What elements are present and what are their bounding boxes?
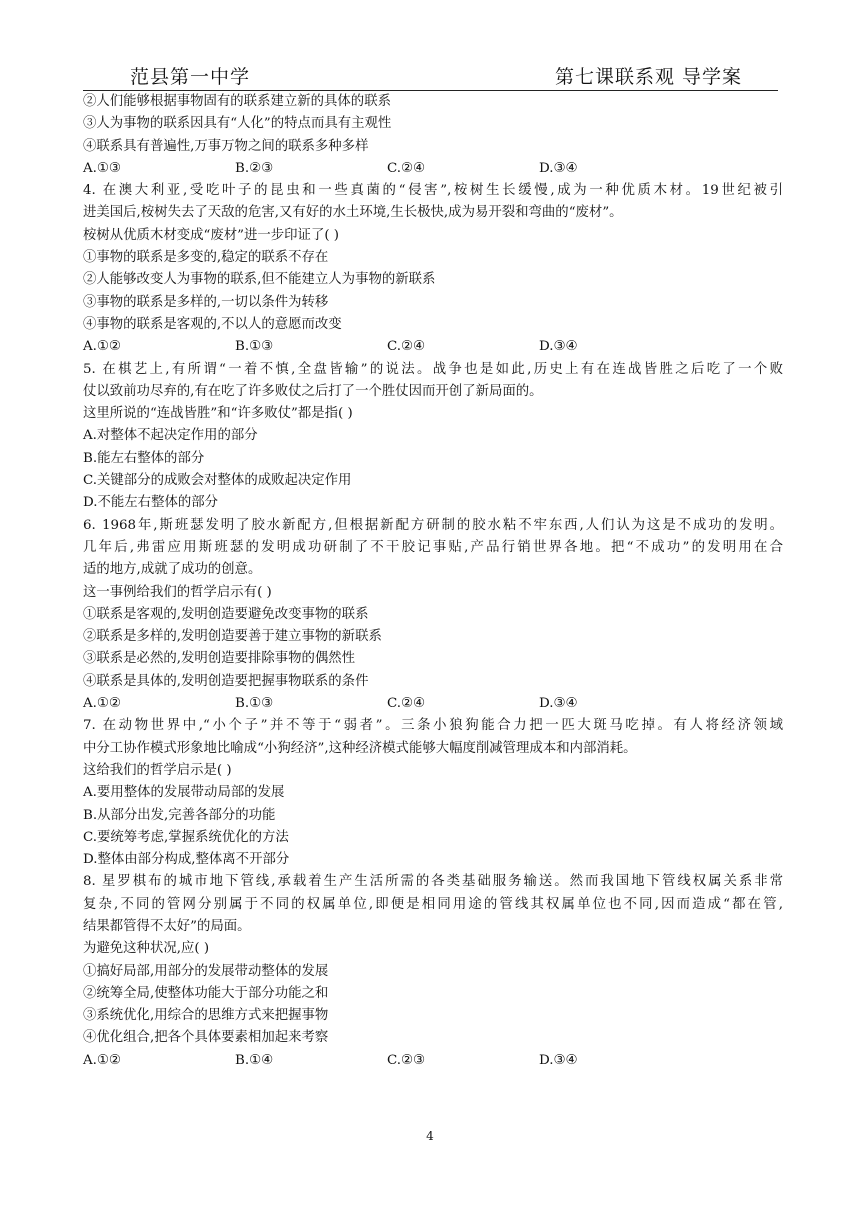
- answer-option: A.①②: [83, 1052, 121, 1068]
- text-line: 几年后,弗雷应用斯班瑟的发明成功研制了不干胶记事贴,产品行销世界各地。把“不成功”的发明用在合: [83, 539, 783, 555]
- text-line: ②联系是多样的,发明创造要善于建立事物的新联系: [83, 629, 382, 645]
- text-line: 5. 在棋艺上,有所谓“一着不慎,全盘皆输”的说法。战争也是如此,历史上有在连战皆胜之后吃了一个败: [83, 361, 783, 377]
- text-line: 8. 星罗棋布的城市地下管线,承载着生产生活所需的各类基础服务输送。然而我国地下管线权属关系非常: [83, 874, 783, 890]
- answer-option: B.①③: [235, 696, 274, 712]
- page-header: [83, 62, 778, 91]
- answer-option: B.②③: [235, 160, 274, 176]
- text-line: D.整体由部分构成,整体离不开部分: [83, 852, 290, 868]
- text-line: ①搞好局部,用部分的发展带动整体的发展: [83, 963, 329, 979]
- answer-options-row: [83, 336, 783, 358]
- text-line: ③事物的联系是多样的,一切以条件为转移: [83, 294, 329, 310]
- text-line: ③人为事物的联系因具有“人化”的特点而具有主观性: [83, 116, 392, 132]
- text-line: ③系统优化,用综合的思维方式来把握事物: [83, 1008, 329, 1024]
- answer-options-row: [83, 158, 783, 180]
- text-line: ④联系是具体的,发明创造要把握事物联系的条件: [83, 673, 369, 689]
- text-line: 进美国后,桉树失去了天敌的危害,又有好的水土环境,生长极快,成为易开裂和弯曲的“废材”。: [83, 205, 623, 221]
- answer-option: D.③④: [539, 696, 578, 712]
- answer-option: B.①③: [235, 339, 274, 355]
- answer-option: C.②③: [387, 1052, 426, 1068]
- answer-option: D.③④: [539, 1052, 578, 1068]
- text-line: 为避免这种状况,应( ): [83, 941, 210, 957]
- text-line: 适的地方,成就了成功的创意。: [83, 562, 262, 578]
- answer-option: C.②④: [387, 160, 426, 176]
- text-line: ④事物的联系是客观的,不以人的意愿而改变: [83, 316, 342, 332]
- answer-option: A.①②: [83, 696, 121, 712]
- text-line: ②人能够改变人为事物的联系,但不能建立人为事物的新联系: [83, 272, 436, 288]
- text-line: 这里所说的“连战皆胜”和“许多败仗”都是指( ): [83, 406, 353, 422]
- answer-option: A.①③: [83, 160, 121, 176]
- text-line: ④联系具有普遍性,万事万物之间的联系多种多样: [83, 138, 369, 154]
- text-line: 4. 在澳大利亚,受吃叶子的昆虫和一些真菌的“侵害”,桉树生长缓慢,成为一种优质木材。19世纪被引: [83, 183, 783, 199]
- text-line: 这一事例给我们的哲学启示有( ): [83, 584, 272, 600]
- school-name: 范县第一中学: [130, 66, 251, 88]
- answer-option: A.①②: [83, 339, 121, 355]
- answer-options-row: [83, 693, 783, 715]
- text-line: 复杂,不同的管网分别属于不同的权属单位,即便是相同用途的管线其权属单位也不同,因而造成“都在管,: [83, 896, 783, 912]
- text-line: 仗以致前功尽弃的,有在吃了许多败仗之后打了一个胜仗因而开创了新局面的。: [83, 383, 543, 399]
- text-line: ①事物的联系是多变的,稳定的联系不存在: [83, 250, 329, 266]
- answer-options-row: [83, 1050, 783, 1072]
- text-line: 桉树从优质木材变成“废材”进一步印证了( ): [83, 227, 340, 243]
- lesson-title: 第七课联系观 导学案: [554, 66, 742, 88]
- answer-option: C.②④: [387, 339, 426, 355]
- answer-option: D.③④: [539, 339, 578, 355]
- text-line: C.关键部分的成败会对整体的成败起决定作用: [83, 473, 352, 489]
- text-line: C.要统筹考虑,掌握系统优化的方法: [83, 829, 289, 845]
- text-line: 6. 1968年,斯班瑟发明了胶水新配方,但根据新配方研制的胶水粘不牢东西,人们认为这是不成功的发明。: [83, 517, 783, 533]
- text-line: ②人们能够根据事物固有的联系建立新的具体的联系: [83, 94, 391, 109]
- text-line: B.能左右整体的部分: [83, 450, 205, 466]
- document-body: [83, 91, 783, 1072]
- page-number: 4: [426, 1129, 434, 1143]
- text-line: 7. 在动物世界中,“小个子”并不等于“弱者”。三条小狼狗能合力把一匹大斑马吃掉。有人将经济领域: [83, 718, 783, 734]
- answer-option: D.③④: [539, 160, 578, 176]
- answer-option: C.②④: [387, 696, 426, 712]
- text-line: ③联系是必然的,发明创造要排除事物的偶然性: [83, 651, 356, 667]
- text-line: 这给我们的哲学启示是( ): [83, 762, 232, 778]
- text-line: ①联系是客观的,发明创造要避免改变事物的联系: [83, 606, 369, 622]
- answer-option: B.①④: [235, 1052, 274, 1068]
- text-line: A.要用整体的发展带动局部的发展: [83, 785, 285, 801]
- text-line: 中分工协作模式形象地比喻成“小狗经济”,这种经济模式能够大幅度削减管理成本和内部消耗。: [83, 740, 637, 756]
- text-line: D.不能左右整体的部分: [83, 495, 219, 511]
- text-line: B.从部分出发,完善各部分的功能: [83, 807, 276, 823]
- text-line: ②统筹全局,使整体功能大于部分功能之和: [83, 985, 329, 1001]
- text-line: 结果都管得不太好”的局面。: [83, 918, 251, 934]
- text-line: ④优化组合,把各个具体要素相加起来考察: [83, 1030, 329, 1046]
- text-line: A.对整体不起决定作用的部分: [83, 428, 258, 444]
